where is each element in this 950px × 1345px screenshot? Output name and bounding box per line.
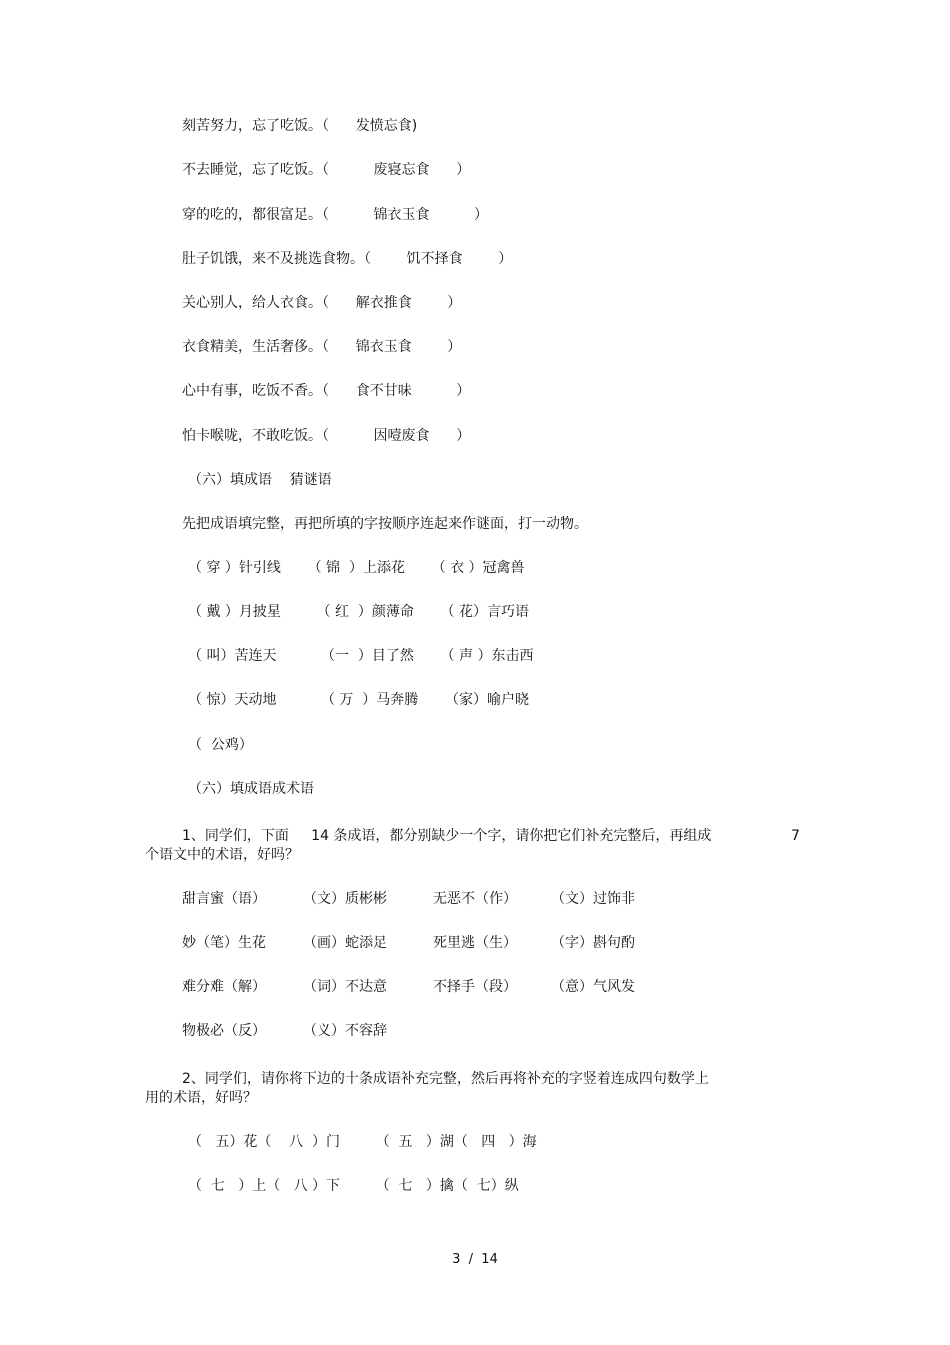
idiom-cell: 不择手（段） bbox=[433, 979, 517, 995]
idiom-cell: 妙（笔）生花 bbox=[182, 935, 266, 951]
text-line: 不去睡觉，忘了吃饭。（ 废寝忘食 ） bbox=[182, 162, 471, 178]
text-line: （ 穿 ）针引线 （ 锦 ）上添花 （ 衣 ）冠禽兽 bbox=[188, 560, 525, 576]
text-line: （ 七 ）上（ 八 ）下 （ 七 ）擒（ 七）纵 bbox=[188, 1178, 519, 1194]
idiom-cell: 难分难（解） bbox=[182, 979, 266, 995]
idiom-cell: （义）不容辞 bbox=[303, 1023, 387, 1039]
text-line: 心中有事，吃饭不香。（ 食不甘味 ） bbox=[182, 383, 471, 399]
page-number: 3 / 14 bbox=[452, 1252, 498, 1267]
text-line: 穿的吃的，都很富足。（ 锦衣玉食 ） bbox=[182, 207, 489, 223]
idiom-cell: 甜言蜜（语） bbox=[182, 891, 266, 907]
text-line: 衣食精美，生活奢侈。（ 锦衣玉食 ） bbox=[182, 339, 462, 355]
text-line: （ 戴 ）月披星 （ 红 ）颜薄命 （ 花）言巧语 bbox=[188, 604, 530, 620]
question-text: 个语文中的术语，好吗？ bbox=[145, 847, 299, 863]
idiom-cell: 物极必（反） bbox=[182, 1023, 266, 1039]
section-heading: （六）填成语 猜谜语 bbox=[188, 472, 332, 488]
idiom-cell: （画）蛇添足 bbox=[303, 935, 387, 951]
idiom-cell: （词）不达意 bbox=[303, 979, 387, 995]
question-text: 用的术语，好吗？ bbox=[145, 1090, 257, 1106]
text-line: （ 五）花（ 八 ）门 （ 五 ）湖（ 四 ）海 bbox=[188, 1134, 537, 1150]
riddle-answer: （ 公鸡） bbox=[188, 737, 253, 753]
idiom-cell: 死里逃（生） bbox=[433, 935, 517, 951]
text-line: 肚子饥饿，来不及挑选食物。（ 饥不择食 ） bbox=[182, 251, 513, 267]
question-text: 1、同学们，下面 14 条成语，都分别缺少一个字，请你把它们补充完整后，再组成 bbox=[182, 828, 712, 844]
idiom-cell: （文）过饰非 bbox=[551, 891, 635, 907]
question-text: 7 bbox=[791, 828, 800, 844]
section-heading: （六）填成语成术语 bbox=[188, 781, 314, 797]
text-line: 刻苦努力，忘了吃饭。（ 发愤忘食) bbox=[182, 118, 418, 134]
text-line: （ 叫）苦连天 （一 ）目了然 （ 声 ）东击西 bbox=[188, 648, 534, 664]
text-line: （ 惊）天动地 （ 万 ）马奔腾 （家）喻户晓 bbox=[188, 692, 530, 708]
idiom-cell: 无恶不（作） bbox=[433, 891, 517, 907]
text-line: 关心别人，给人衣食。（ 解衣推食 ） bbox=[182, 295, 462, 311]
question-text: 2、同学们，请你将下边的十条成语补充完整，然后再将补充的字竖着连成四句数学上 bbox=[182, 1071, 709, 1087]
text-line: 怕卡喉咙，不敢吃饭。（ 因噎废食 ） bbox=[182, 428, 471, 444]
idiom-cell: （文）质彬彬 bbox=[303, 891, 387, 907]
instruction-text: 先把成语填完整，再把所填的字按顺序连起来作谜面，打一动物。 bbox=[182, 516, 588, 532]
idiom-cell: （意）气风发 bbox=[551, 979, 635, 995]
idiom-cell: （字）斟句酌 bbox=[551, 935, 635, 951]
